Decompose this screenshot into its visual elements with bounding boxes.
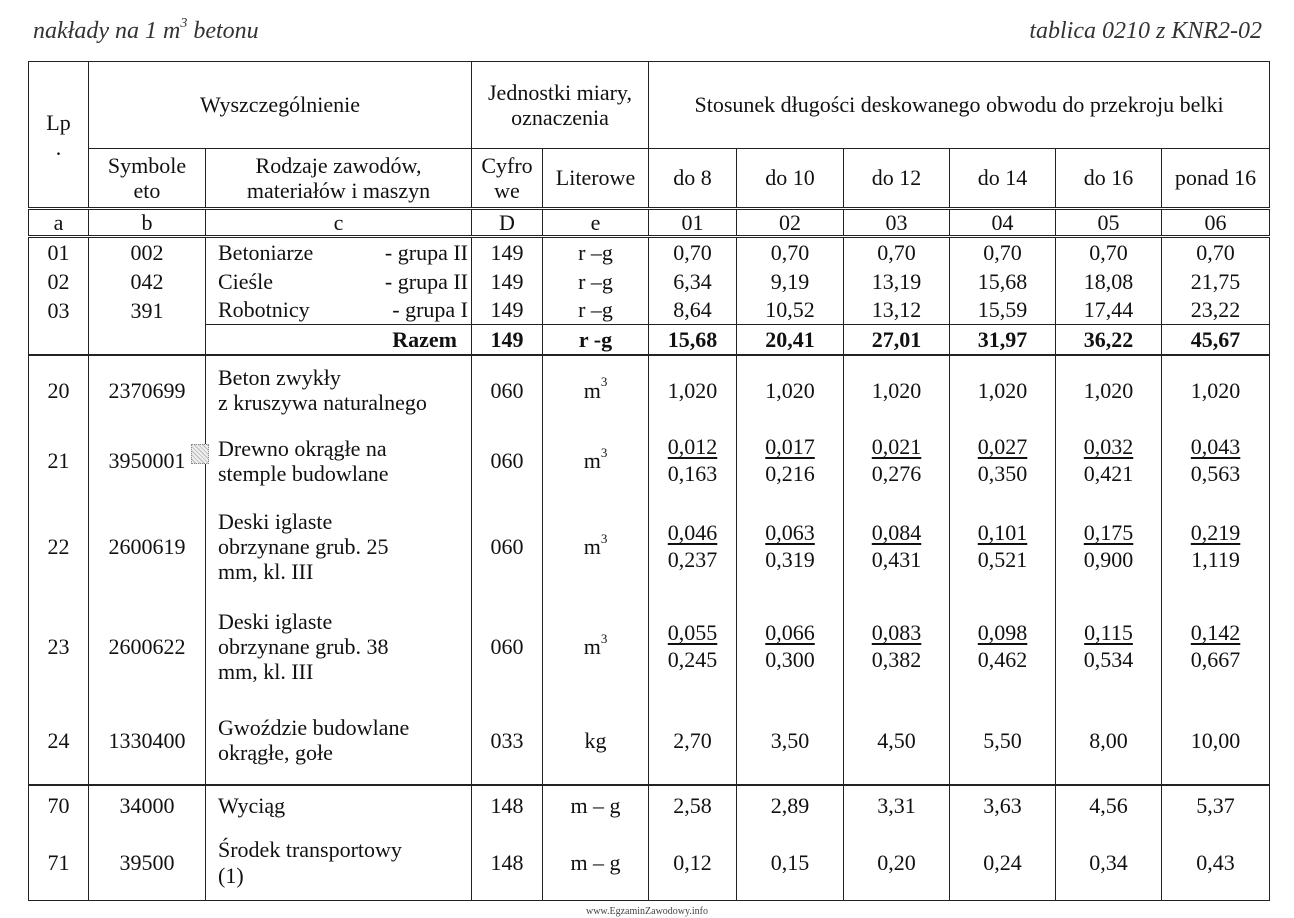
unit-letter-cell xyxy=(543,497,649,597)
fraction xyxy=(978,434,1028,487)
value-cell: 23,22 xyxy=(1162,296,1270,325)
fraction-cell xyxy=(737,497,844,597)
lp-cell: 70 xyxy=(29,785,89,825)
fraction-cell xyxy=(737,425,844,497)
symbol-cell: 2600619 xyxy=(89,497,206,597)
name-cell xyxy=(206,597,472,697)
value-cell: 0,12 xyxy=(649,825,737,901)
fraction-cell xyxy=(649,497,737,597)
razem-label: Razem xyxy=(206,325,472,355)
fraction xyxy=(1191,620,1241,673)
unit-code-cell: 060 xyxy=(472,425,543,497)
fraction xyxy=(1191,434,1241,487)
name-line: Środek transportowy xyxy=(218,837,402,863)
value-cell: 4,50 xyxy=(844,697,950,785)
value-cell: 2,70 xyxy=(649,697,737,785)
letter-cell: 03 xyxy=(844,209,950,237)
fraction-numerator: 0,175 xyxy=(1083,520,1134,546)
name-cell xyxy=(206,497,472,597)
value-cell: 3,31 xyxy=(844,785,950,825)
fraction-denominator: 0,163 xyxy=(667,460,718,486)
value-cell: 13,19 xyxy=(844,267,950,296)
value-cell: 15,68 xyxy=(950,267,1056,296)
unit-code-cell: 149 xyxy=(472,296,543,325)
letter-cell: a xyxy=(29,209,89,237)
fraction-cell xyxy=(950,597,1056,697)
lp-cell: 71 xyxy=(29,825,89,901)
fraction-cell xyxy=(950,497,1056,597)
material-row xyxy=(29,597,1270,697)
lp-cell: 01 xyxy=(29,237,89,267)
unit-letter: kg xyxy=(584,727,607,753)
profession-group: - grupa I xyxy=(392,297,468,323)
header-table-ref: tablica 0210 z KNR2-02 xyxy=(1029,18,1262,44)
rodzaje-header: Rodzaje zawodów, materiałów i maszyn xyxy=(206,149,472,209)
col-lp-header: Lp . xyxy=(29,62,89,209)
value-cell: 6,34 xyxy=(649,267,737,296)
value-cell: 1,020 xyxy=(649,355,737,425)
ratio-col-header: do 12 xyxy=(844,149,950,209)
labor-row xyxy=(29,296,1270,325)
fraction-cell xyxy=(1162,425,1270,497)
fraction-cell xyxy=(1162,497,1270,597)
unit-letter-cell xyxy=(543,597,649,697)
literowe-header: Literowe xyxy=(543,149,649,209)
fraction-numerator: 0,066 xyxy=(765,620,815,646)
empty-cell xyxy=(89,325,206,355)
fraction-cell xyxy=(649,425,737,497)
unit-code-cell: 148 xyxy=(472,825,543,901)
unit-letter-cell: r –g xyxy=(543,237,649,267)
unit-letter-cell: m – g xyxy=(543,825,649,901)
fraction-numerator: 0,021 xyxy=(871,434,922,460)
ratio-col-header: do 8 xyxy=(649,149,737,209)
unit-exponent: 3 xyxy=(600,530,608,546)
labor-row xyxy=(29,237,1270,267)
letter-cell: b xyxy=(89,209,206,237)
fraction-cell xyxy=(1162,597,1270,697)
symbol-cell: 1330400 xyxy=(89,697,206,785)
total-value-cell: 20,41 xyxy=(737,325,844,355)
fraction xyxy=(1191,520,1241,573)
unit-letter: m xyxy=(583,448,601,474)
unit-code-cell: 060 xyxy=(472,497,543,597)
fraction-cell xyxy=(844,497,950,597)
value-cell: 5,50 xyxy=(950,697,1056,785)
knr-table xyxy=(28,61,1270,901)
value-cell: 1,020 xyxy=(737,355,844,425)
lp-cell: 21 xyxy=(29,425,89,497)
unit-letter: m xyxy=(583,534,601,560)
unit-code-cell: 149 xyxy=(472,267,543,296)
fraction-denominator: 0,900 xyxy=(1083,546,1134,572)
ratio-col-header: do 14 xyxy=(950,149,1056,209)
broken-glyph-icon xyxy=(191,444,209,464)
value-cell: 8,64 xyxy=(649,296,737,325)
total-value-cell: 15,68 xyxy=(649,325,737,355)
machine-row xyxy=(29,785,1270,825)
name-line: (1) xyxy=(218,862,244,888)
unit-letter: m xyxy=(583,377,601,403)
symbol-cell: 042 xyxy=(89,267,206,296)
fraction-denominator: 0,245 xyxy=(667,646,718,672)
value-cell: 1,020 xyxy=(844,355,950,425)
fraction xyxy=(872,620,922,673)
value-cell: 1,020 xyxy=(1162,355,1270,425)
name-cell xyxy=(206,237,472,267)
fraction-numerator: 0,083 xyxy=(871,620,922,646)
material-row xyxy=(29,425,1270,497)
profession-name: Robotnicy xyxy=(218,297,310,323)
name-line: Deski iglaste xyxy=(218,508,333,534)
letter-cell: D xyxy=(472,209,543,237)
fraction-denominator: 0,350 xyxy=(977,460,1028,486)
unit-exponent: 3 xyxy=(600,374,608,390)
name-cell xyxy=(206,425,472,497)
total-value-cell: 27,01 xyxy=(844,325,950,355)
unit-code-cell: 148 xyxy=(472,785,543,825)
unit-letter: m xyxy=(583,634,601,660)
fraction-denominator: 0,319 xyxy=(765,546,815,572)
value-cell: 2,58 xyxy=(649,785,737,825)
fraction xyxy=(978,620,1028,673)
fraction-cell xyxy=(737,597,844,697)
fraction-denominator: 1,119 xyxy=(1191,546,1240,572)
fraction-denominator: 0,237 xyxy=(667,546,718,572)
value-cell: 0,20 xyxy=(844,825,950,901)
name-line: z kruszywa naturalnego xyxy=(218,390,427,416)
unit-letter-cell xyxy=(543,697,649,785)
value-cell: 9,19 xyxy=(737,267,844,296)
value-cell: 0,43 xyxy=(1162,825,1270,901)
fraction xyxy=(668,434,718,487)
symbol-cell: 34000 xyxy=(89,785,206,825)
ratio-col-header: do 10 xyxy=(737,149,844,209)
value-cell: 13,12 xyxy=(844,296,950,325)
value-cell: 0,70 xyxy=(737,237,844,267)
fraction-denominator: 0,421 xyxy=(1083,460,1134,486)
value-cell: 3,50 xyxy=(737,697,844,785)
name-line: Deski iglaste xyxy=(218,608,333,634)
lp-cell: 03 xyxy=(29,296,89,325)
machine-row xyxy=(29,825,1270,901)
name-line: Beton zwykły xyxy=(218,365,341,390)
unit-letter-cell xyxy=(543,425,649,497)
fraction xyxy=(978,520,1028,573)
letter-cell: 04 xyxy=(950,209,1056,237)
fraction-numerator: 0,032 xyxy=(1083,434,1134,460)
fraction xyxy=(765,520,815,573)
total-value-cell: 36,22 xyxy=(1056,325,1162,355)
letter-cell: 02 xyxy=(737,209,844,237)
fraction-cell xyxy=(1056,425,1162,497)
fraction-denominator: 0,276 xyxy=(871,460,922,486)
unit-letter-cell: r –g xyxy=(543,296,649,325)
name-line: Drewno okrągłe na xyxy=(218,435,387,461)
value-cell: 15,59 xyxy=(950,296,1056,325)
value-cell: 0,70 xyxy=(1162,237,1270,267)
unit-code-cell: 060 xyxy=(472,355,543,425)
fraction-denominator: 0,534 xyxy=(1083,646,1134,672)
footer-watermark: www.EgzaminZawodowy.info xyxy=(585,906,708,917)
letter-cell: 06 xyxy=(1162,209,1270,237)
value-cell: 10,00 xyxy=(1162,697,1270,785)
value-cell: 5,37 xyxy=(1162,785,1270,825)
fraction-numerator: 0,046 xyxy=(667,520,718,546)
fraction-cell xyxy=(950,425,1056,497)
unit-exponent: 3 xyxy=(600,630,608,646)
material-row xyxy=(29,355,1270,425)
value-cell: 21,75 xyxy=(1162,267,1270,296)
header-title: nakłady na 1 $m^3$ betonu xyxy=(33,16,259,44)
fraction-numerator: 0,142 xyxy=(1190,620,1241,646)
unit-code-cell: 149 xyxy=(472,325,543,355)
lp-cell: 23 xyxy=(29,597,89,697)
letter-cell: 01 xyxy=(649,209,737,237)
value-cell: 17,44 xyxy=(1056,296,1162,325)
value-cell: 3,63 xyxy=(950,785,1056,825)
letter-cell: e xyxy=(543,209,649,237)
fraction-denominator: 0,462 xyxy=(977,646,1028,672)
total-value-cell: 45,67 xyxy=(1162,325,1270,355)
lp-cell: 02 xyxy=(29,267,89,296)
unit-code-cell: 149 xyxy=(472,237,543,267)
ratio-col-header: do 16 xyxy=(1056,149,1162,209)
fraction-denominator: 0,431 xyxy=(871,546,922,572)
letter-cell: c xyxy=(206,209,472,237)
profession-group: - grupa II xyxy=(384,268,468,294)
fraction-denominator: 0,521 xyxy=(977,546,1028,572)
name-cell xyxy=(206,355,472,425)
fraction xyxy=(668,520,718,573)
labor-row xyxy=(29,267,1270,296)
value-cell: 18,08 xyxy=(1056,267,1162,296)
value-cell: 0,70 xyxy=(1056,237,1162,267)
name-line: obrzynane grub. 25 xyxy=(218,534,389,560)
unit-code-cell: 033 xyxy=(472,697,543,785)
letter-cell: 05 xyxy=(1056,209,1162,237)
name-cell xyxy=(206,296,472,325)
name-line: mm, kl. III xyxy=(218,559,314,585)
fraction-numerator: 0,012 xyxy=(667,434,718,460)
lp-cell: 22 xyxy=(29,497,89,597)
value-cell: 0,15 xyxy=(737,825,844,901)
fraction-cell xyxy=(844,425,950,497)
name-line: mm, kl. III xyxy=(218,659,314,685)
symbol-cell: 391 xyxy=(89,296,206,325)
value-cell: 0,70 xyxy=(649,237,737,267)
fraction-denominator: 0,382 xyxy=(871,646,922,672)
material-row xyxy=(29,697,1270,785)
symbol-cell: 39500 xyxy=(89,825,206,901)
name-line: okrągłe, gołe xyxy=(218,740,333,766)
name-line: stemple budowlane xyxy=(218,460,389,486)
fraction-numerator: 0,027 xyxy=(977,434,1028,460)
unit-letter-cell: r –g xyxy=(543,267,649,296)
unit-code-cell: 060 xyxy=(472,597,543,697)
fraction xyxy=(1084,434,1134,487)
lp-cell: 24 xyxy=(29,697,89,785)
value-cell: 1,020 xyxy=(1056,355,1162,425)
fraction-numerator: 0,084 xyxy=(871,520,922,546)
cyfrowe-header: Cyfro we xyxy=(472,149,543,209)
fraction-numerator: 0,017 xyxy=(765,434,815,460)
name-cell xyxy=(206,267,472,296)
profession-name: Betoniarze xyxy=(218,239,314,265)
fraction-numerator: 0,063 xyxy=(765,520,815,546)
value-cell: 0,24 xyxy=(950,825,1056,901)
fraction-numerator: 0,055 xyxy=(667,620,718,646)
unit-letter-cell: m – g xyxy=(543,785,649,825)
value-cell: 10,52 xyxy=(737,296,844,325)
empty-cell xyxy=(29,325,89,355)
fraction xyxy=(1084,620,1134,673)
fraction-numerator: 0,115 xyxy=(1084,620,1133,646)
unit-letter-cell xyxy=(543,355,649,425)
fraction-denominator: 0,300 xyxy=(765,646,815,672)
fraction xyxy=(668,620,718,673)
value-cell: 2,89 xyxy=(737,785,844,825)
fraction-cell xyxy=(844,597,950,697)
fraction xyxy=(1084,520,1134,573)
name-line: Wyciąg xyxy=(218,792,286,818)
name-line: Gwoździe budowlane xyxy=(218,715,410,740)
fraction-denominator: 0,667 xyxy=(1190,646,1241,672)
profession-name: Cieśle xyxy=(218,268,273,294)
wyszczegolnienie-header: Wyszczególnienie xyxy=(89,62,472,149)
symbol-cell: 002 xyxy=(89,237,206,267)
ratio-col-header: ponad 16 xyxy=(1162,149,1270,209)
fraction-denominator: 0,216 xyxy=(765,460,815,486)
fraction xyxy=(765,434,815,487)
symbol-cell: 2600622 xyxy=(89,597,206,697)
symbole-header: Symbole eto xyxy=(89,149,206,209)
symbol-cell: 3950001 xyxy=(89,425,206,497)
fraction-cell xyxy=(649,597,737,697)
fraction-numerator: 0,043 xyxy=(1190,434,1241,460)
fraction-cell xyxy=(1056,497,1162,597)
value-cell: 0,70 xyxy=(950,237,1056,267)
fraction xyxy=(872,520,922,573)
name-cell xyxy=(206,825,472,901)
fraction xyxy=(765,620,815,673)
name-cell xyxy=(206,697,472,785)
value-cell: 4,56 xyxy=(1056,785,1162,825)
material-row xyxy=(29,497,1270,597)
value-cell: 0,34 xyxy=(1056,825,1162,901)
fraction-numerator: 0,101 xyxy=(977,520,1028,546)
razem-row xyxy=(29,325,1270,355)
total-value-cell: 31,97 xyxy=(950,325,1056,355)
fraction xyxy=(872,434,922,487)
lp-cell: 20 xyxy=(29,355,89,425)
fraction-cell xyxy=(1056,597,1162,697)
value-cell: 0,70 xyxy=(844,237,950,267)
profession-group: - grupa II xyxy=(384,239,468,265)
value-cell: 8,00 xyxy=(1056,697,1162,785)
unit-exponent: 3 xyxy=(600,444,608,460)
symbol-cell: 2370699 xyxy=(89,355,206,425)
jednostki-header: Jednostki miary, oznaczenia xyxy=(472,62,649,149)
unit-letter-cell: r -g xyxy=(543,325,649,355)
fraction-numerator: 0,219 xyxy=(1190,520,1241,546)
fraction-numerator: 0,098 xyxy=(977,620,1028,646)
stosunek-header: Stosunek długości deskowanego obwodu do przekroju belki xyxy=(649,62,1270,149)
value-cell: 1,020 xyxy=(950,355,1056,425)
name-line: obrzynane grub. 38 xyxy=(218,634,389,660)
name-cell xyxy=(206,785,472,825)
fraction-denominator: 0,563 xyxy=(1190,460,1241,486)
letters-row xyxy=(29,209,1270,237)
